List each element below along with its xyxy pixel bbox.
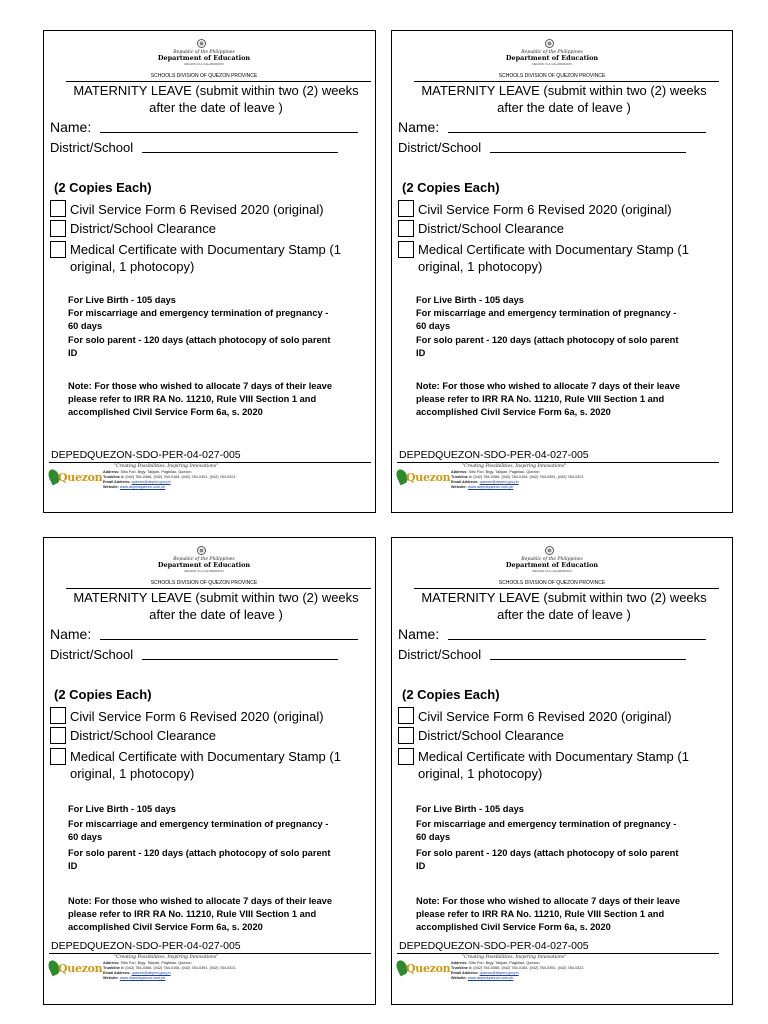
duration-solo-parent: For solo parent - 120 days (attach photocopy of solo parent [68,335,331,345]
name-field[interactable] [100,639,358,640]
website-link[interactable]: www.depedquezon.com.ph [119,976,166,980]
name-label: Name: [50,626,92,642]
division-label: SCHOOLS DIVISION OF QUEZON PROVINCE [150,580,258,586]
trunkline-label: Trunkline #: [451,966,473,970]
address-value: Sitio Fori, Brgy. Talipan, Pagbilao, Quezon [468,961,540,965]
form-title-line2: after the date of leave ) [497,607,631,622]
district-school-field[interactable] [142,659,338,660]
name-label: Name: [398,119,440,135]
footer-divider [49,953,371,954]
note-line-1: Note: For those who wished to allocate 7 days of their leave [68,381,332,391]
note-line-3: accomplished Civil Service Form 6a, s. 2020 [416,407,611,417]
deped-seal-icon [545,39,554,48]
duration-live-birth: For Live Birth - 105 days [68,295,176,305]
duration-solo-parent: For solo parent - 120 days (attach photocopy of solo parent [416,335,679,345]
note-line-3: accomplished Civil Service Form 6a, s. 2020 [68,922,263,932]
maternity-leave-slip [43,537,376,1005]
duration-solo-parent: For solo parent - 120 days (attach photocopy of solo parent [68,848,331,858]
email-link[interactable]: quezon@deped.gov.ph [479,480,519,484]
footer-motto: "Creating Possibilities, Inspiring Innovations" [462,464,567,469]
footer-divider [397,462,719,463]
requirement-civil-service-form: Civil Service Form 6 Revised 2020 (original) [70,202,324,217]
note-line-2: please refer to IRR RA No. 11210, Rule VIII Section 1 and [68,909,317,919]
maternity-leave-slip [391,30,733,513]
requirement-district-clearance: District/School Clearance [418,728,564,743]
name-label: Name: [398,626,440,642]
footer-motto: "Creating Possibilities, Inspiring Innovations" [114,955,219,960]
department-label: Department of Education [157,561,251,569]
website-label: Website: [103,976,119,980]
form-title-line2: after the date of leave ) [497,100,631,115]
department-label: Department of Education [505,561,599,569]
duration-miscarriage: For miscarriage and emergency termination of pregnancy - [68,308,329,318]
address-value: Sitio Fori, Brgy. Talipan, Pagbilao, Quezon [468,470,540,474]
quezon-logo [397,467,451,487]
division-label: SCHOOLS DIVISION OF QUEZON PROVINCE [150,73,258,79]
website-link[interactable]: www.depedquezon.com.ph [467,976,514,980]
duration-miscarriage: For miscarriage and emergency termination of pregnancy - [416,308,677,318]
website-link[interactable]: www.depedquezon.com.ph [119,485,166,489]
copies-label: (2 Copies Each) [402,687,500,702]
duration-solo-parent-cont: ID [416,348,426,358]
requirement-medical-certificate-cont: original, 1 photocopy) [418,766,543,781]
requirement-district-clearance: District/School Clearance [70,221,216,236]
requirement-medical-certificate: Medical Certificate with Documentary Stamp (1 [418,749,689,764]
district-label: District/School [50,140,134,155]
checkbox-civil-service-form[interactable] [398,707,414,724]
note-line-2: please refer to IRR RA No. 11210, Rule VIII Section 1 and [68,394,317,404]
republic-label: Republic of the Philippines [521,557,583,562]
address-label: Address: [103,470,120,474]
footer-motto: "Creating Possibilities, Inspiring Innovations" [114,464,219,469]
copies-label: (2 Copies Each) [54,687,152,702]
duration-live-birth: For Live Birth - 105 days [416,804,524,814]
checkbox-medical-certificate[interactable] [50,241,66,258]
requirement-medical-certificate-cont: original, 1 photocopy) [418,259,543,274]
note-line-1: Note: For those who wished to allocate 7 days of their leave [68,896,332,906]
copies-label: (2 Copies Each) [402,180,500,195]
republic-label: Republic of the Philippines [173,50,235,55]
footer-website [451,485,513,490]
footer-motto: "Creating Possibilities, Inspiring Innovations" [462,955,567,960]
note-line-1: Note: For those who wished to allocate 7 days of their leave [416,381,680,391]
duration-live-birth: For Live Birth - 105 days [68,804,176,814]
district-label: District/School [398,140,482,155]
address-value: Sitio Fori, Brgy. Talipan, Pagbilao, Quezon [120,470,192,474]
website-label: Website: [103,485,119,489]
document-code: DEPEDQUEZON-SDO-PER-04-027-005 [51,449,241,461]
trunkline-value: (042) 784-0366, (042) 784-0164, (042) 784-0391, (042) 784-0321 [473,966,584,970]
republic-label: Republic of the Philippines [521,50,583,55]
note-line-2: please refer to IRR RA No. 11210, Rule VIII Section 1 and [416,909,665,919]
email-link[interactable]: quezon@deped.gov.ph [131,971,171,975]
requirement-medical-certificate-cont: original, 1 photocopy) [70,766,195,781]
trunkline-label: Trunkline #: [103,966,125,970]
duration-live-birth: For Live Birth - 105 days [416,295,524,305]
footer-divider [49,462,371,463]
logo-text: Quezon [58,962,103,975]
checkbox-medical-certificate[interactable] [50,748,66,765]
division-label: SCHOOLS DIVISION OF QUEZON PROVINCE [498,580,606,586]
checkbox-medical-certificate[interactable] [398,748,414,765]
quezon-logo [397,958,451,978]
checkbox-district-clearance[interactable] [398,220,414,237]
document-code: DEPEDQUEZON-SDO-PER-04-027-005 [399,449,589,461]
checkbox-district-clearance[interactable] [398,727,414,744]
region-label: REGION IV-A CALABARZON [532,62,572,66]
requirement-medical-certificate: Medical Certificate with Documentary Stamp (1 [418,242,689,257]
duration-miscarriage-cont: 60 days [68,832,103,842]
email-label: Email Address: [451,971,479,975]
region-label: REGION IV-A CALABARZON [532,569,572,573]
division-label: SCHOOLS DIVISION OF QUEZON PROVINCE [498,73,606,79]
note-line-2: please refer to IRR RA No. 11210, Rule VIII Section 1 and [416,394,665,404]
duration-miscarriage-cont: 60 days [416,321,451,331]
form-title-line1: MATERNITY LEAVE (submit within two (2) weeks [73,590,359,605]
trunkline-value: (042) 784-0366, (042) 784-0164, (042) 784-0391, (042) 784-0321 [125,475,236,479]
logo-text: Quezon [406,471,451,484]
requirement-civil-service-form: Civil Service Form 6 Revised 2020 (original) [70,709,324,724]
duration-solo-parent-cont: ID [416,861,426,871]
address-label: Address: [451,961,468,965]
checkbox-civil-service-form[interactable] [398,200,414,217]
requirement-medical-certificate-cont: original, 1 photocopy) [70,259,195,274]
website-link[interactable]: www.depedquezon.com.ph [467,485,514,489]
district-school-field[interactable] [142,152,338,153]
maternity-leave-slip [43,30,376,513]
maternity-leave-slip [391,537,733,1005]
requirement-medical-certificate: Medical Certificate with Documentary Stamp (1 [70,749,341,764]
address-label: Address: [451,470,468,474]
logo-text: Quezon [406,962,451,975]
form-title-line1: MATERNITY LEAVE (submit within two (2) weeks [421,83,707,98]
document-code: DEPEDQUEZON-SDO-PER-04-027-005 [51,940,241,952]
name-label: Name: [50,119,92,135]
district-school-field[interactable] [490,659,686,660]
email-link[interactable]: quezon@deped.gov.ph [131,480,171,484]
checkbox-district-clearance[interactable] [50,220,66,237]
department-label: Department of Education [505,54,599,62]
email-label: Email Address: [103,971,131,975]
duration-miscarriage-cont: 60 days [416,832,451,842]
district-school-field[interactable] [490,152,686,153]
document-code: DEPEDQUEZON-SDO-PER-04-027-005 [399,940,589,952]
address-label: Address: [103,961,120,965]
name-field[interactable] [448,639,706,640]
website-label: Website: [451,976,467,980]
duration-miscarriage-cont: 60 days [68,321,103,331]
district-label: District/School [398,647,482,662]
trunkline-value: (042) 784-0366, (042) 784-0164, (042) 784-0391, (042) 784-0321 [473,475,584,479]
duration-solo-parent: For solo parent - 120 days (attach photocopy of solo parent [416,848,679,858]
checkbox-civil-service-form[interactable] [50,707,66,724]
checkbox-district-clearance[interactable] [50,727,66,744]
quezon-logo [49,958,103,978]
name-field[interactable] [448,132,706,133]
republic-label: Republic of the Philippines [173,557,235,562]
checkbox-civil-service-form[interactable] [50,200,66,217]
trunkline-label: Trunkline #: [103,475,125,479]
deped-seal-icon [197,39,206,48]
form-title-line1: MATERNITY LEAVE (submit within two (2) weeks [73,83,359,98]
department-label: Department of Education [157,54,251,62]
duration-solo-parent-cont: ID [68,861,78,871]
form-title-line2: after the date of leave ) [149,100,283,115]
checkbox-medical-certificate[interactable] [398,241,414,258]
footer-website [103,485,165,490]
note-line-1: Note: For those who wished to allocate 7 days of their leave [416,896,680,906]
requirement-medical-certificate: Medical Certificate with Documentary Stamp (1 [70,242,341,257]
name-field[interactable] [100,132,358,133]
trunkline-value: (042) 784-0366, (042) 784-0164, (042) 784-0391, (042) 784-0321 [125,966,236,970]
trunkline-label: Trunkline #: [451,475,473,479]
email-label: Email Address: [103,480,131,484]
website-label: Website: [451,485,467,489]
quezon-logo [49,467,103,487]
footer-divider [397,953,719,954]
logo-text: Quezon [58,471,103,484]
requirement-civil-service-form: Civil Service Form 6 Revised 2020 (original) [418,202,672,217]
note-line-3: accomplished Civil Service Form 6a, s. 2020 [68,407,263,417]
deped-seal-icon [197,546,206,555]
form-title-line1: MATERNITY LEAVE (submit within two (2) weeks [421,590,707,605]
deped-seal-icon [545,546,554,555]
duration-miscarriage: For miscarriage and emergency termination of pregnancy - [416,819,677,829]
requirement-district-clearance: District/School Clearance [418,221,564,236]
email-link[interactable]: quezon@deped.gov.ph [479,971,519,975]
footer-website [451,976,513,981]
email-label: Email Address: [451,480,479,484]
district-label: District/School [50,647,134,662]
note-line-3: accomplished Civil Service Form 6a, s. 2020 [416,922,611,932]
duration-solo-parent-cont: ID [68,348,78,358]
form-title-line2: after the date of leave ) [149,607,283,622]
requirement-district-clearance: District/School Clearance [70,728,216,743]
region-label: REGION IV-A CALABARZON [184,569,224,573]
duration-miscarriage: For miscarriage and emergency termination of pregnancy - [68,819,329,829]
footer-website [103,976,165,981]
address-value: Sitio Fori, Brgy. Talipan, Pagbilao, Quezon [120,961,192,965]
region-label: REGION IV-A CALABARZON [184,62,224,66]
requirement-civil-service-form: Civil Service Form 6 Revised 2020 (original) [418,709,672,724]
copies-label: (2 Copies Each) [54,180,152,195]
